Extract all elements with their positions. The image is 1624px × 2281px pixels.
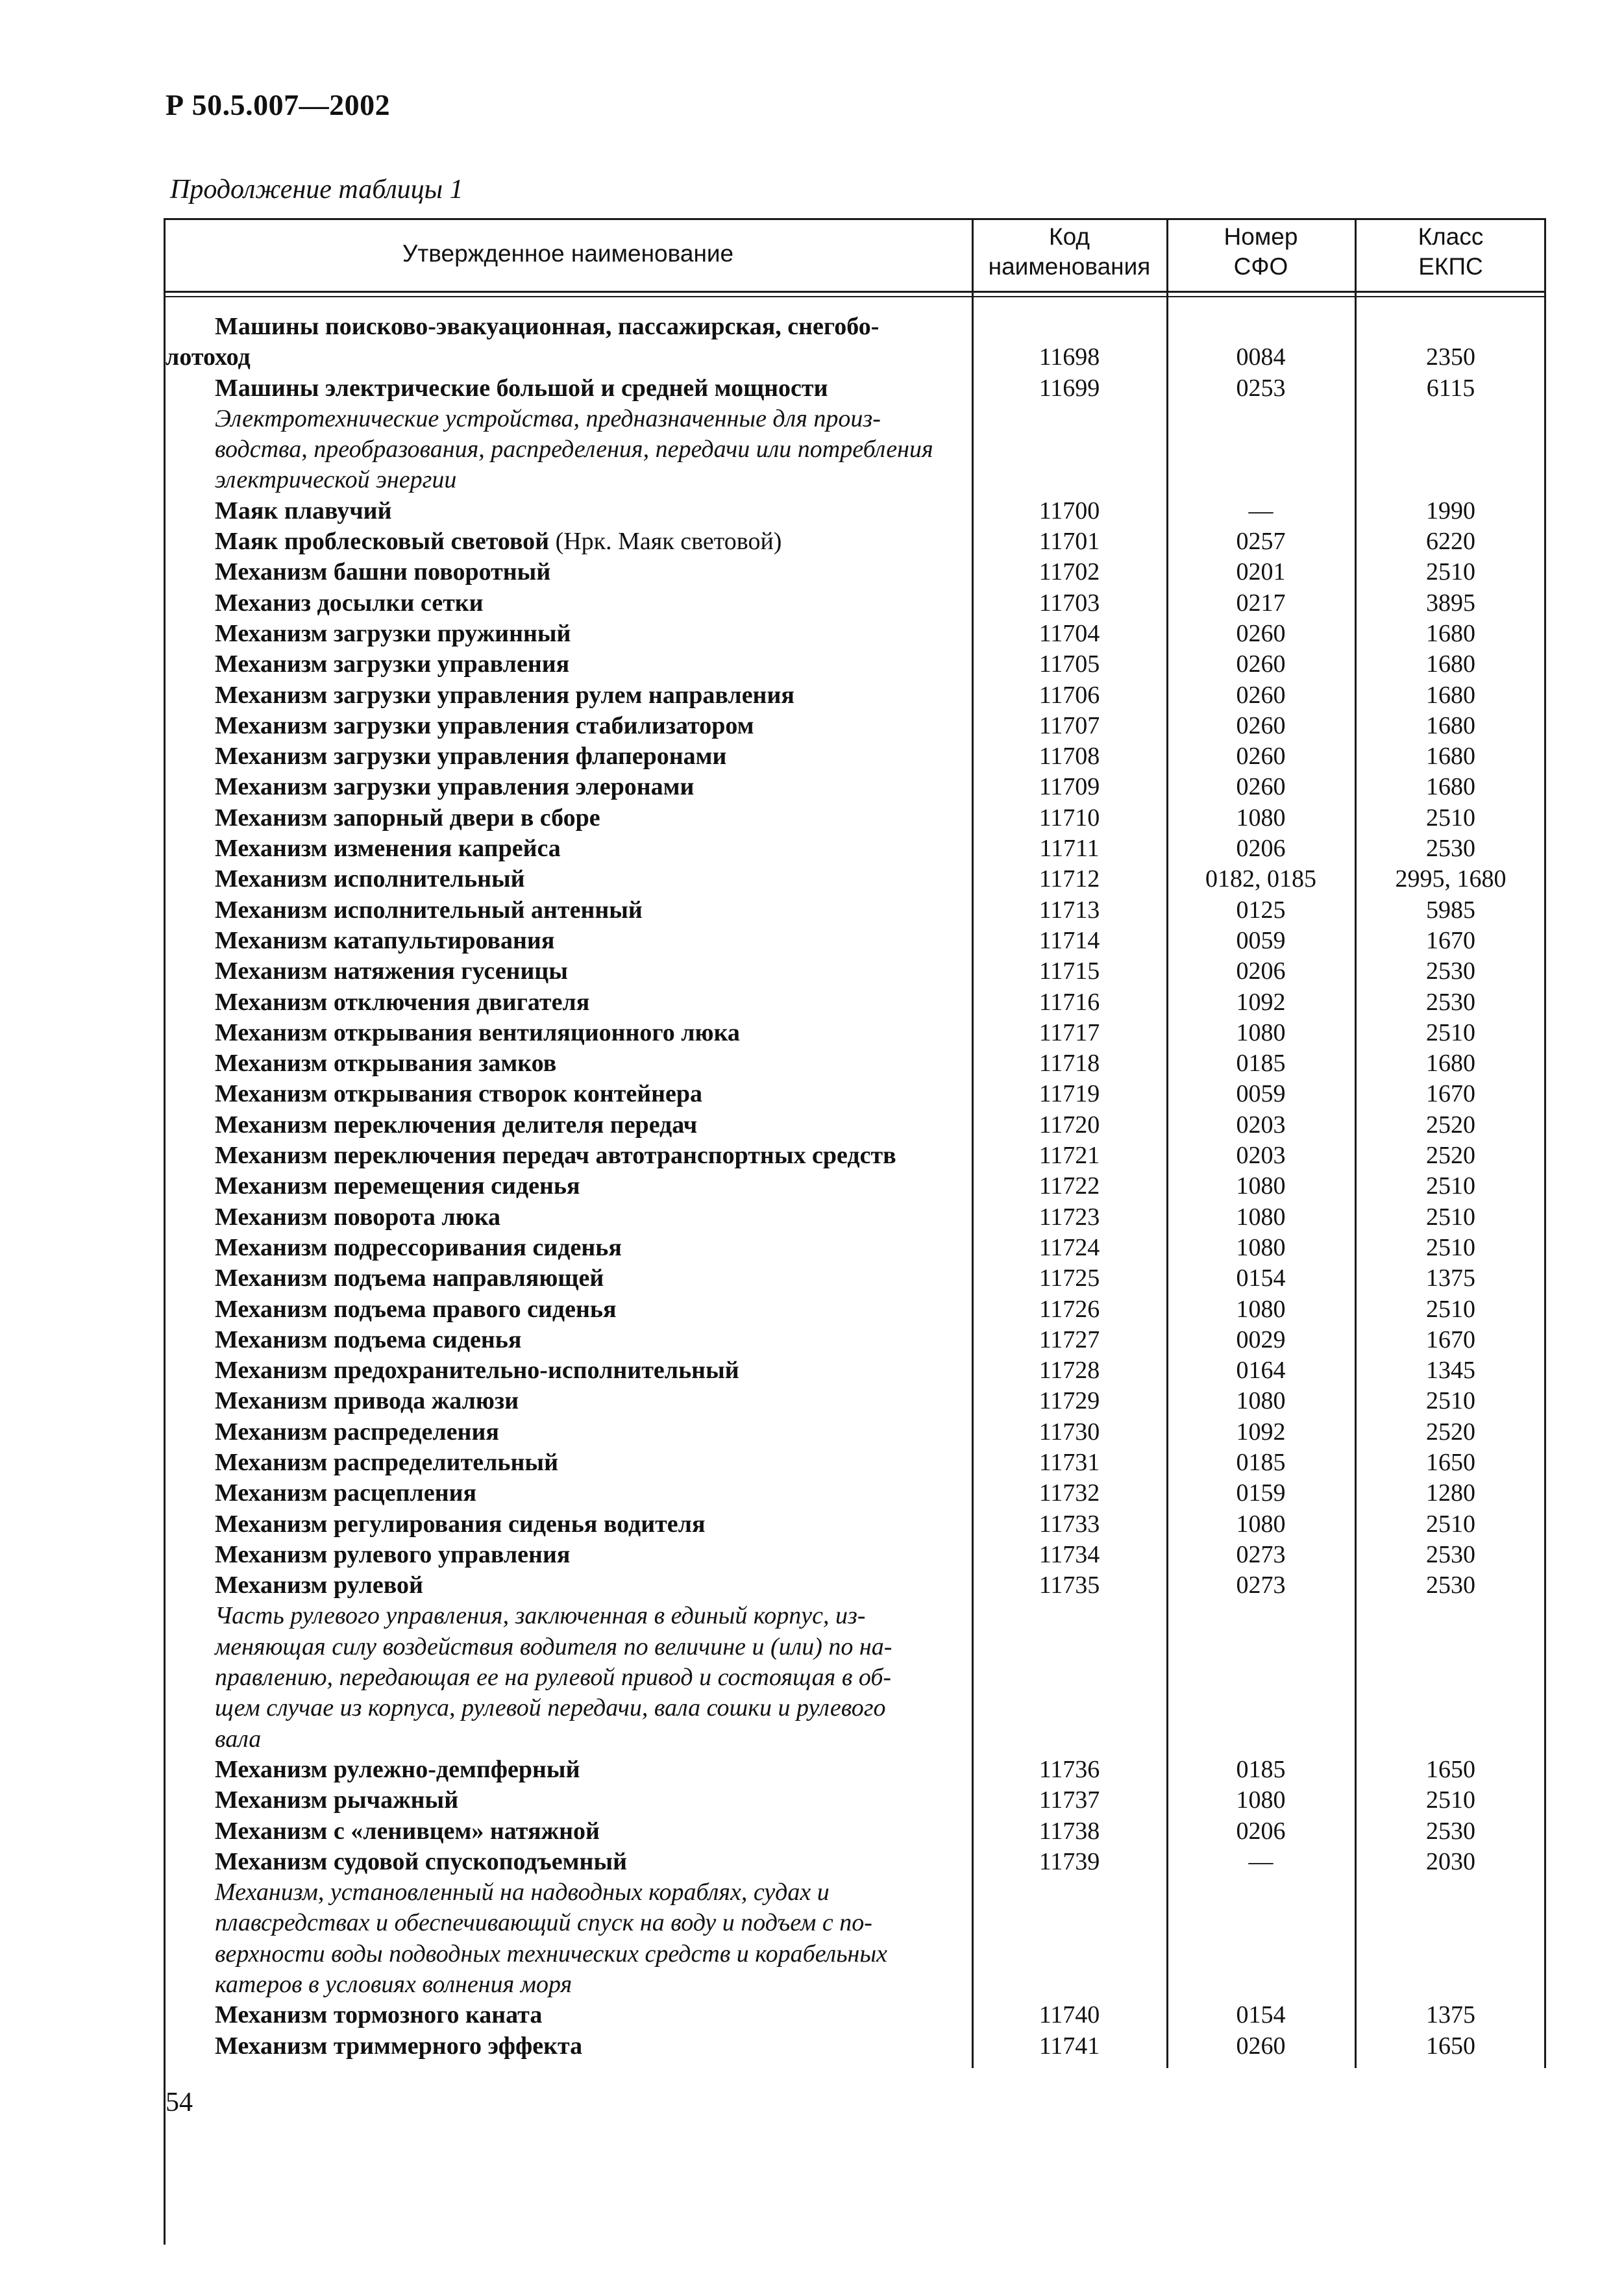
entry-sfo: 1080: [1236, 1295, 1286, 1323]
entry-sfo: 1080: [1236, 1233, 1286, 1261]
entry-code: 11741: [1039, 2032, 1100, 2060]
entry-code: 11729: [1039, 1387, 1100, 1415]
entry-name-text: Маяк проблесковый световой: [215, 528, 550, 556]
table-row: [166, 649, 1545, 680]
entry-name-text: Маяк плавучий: [215, 497, 392, 524]
note-line: щем случае из корпуса, рулевой передачи, вала сошки и рулевого: [215, 1694, 886, 1722]
entry-sfo: 0257: [1236, 528, 1286, 556]
entry-ekps: 2510: [1426, 1295, 1475, 1323]
table-row: [166, 1140, 1545, 1171]
entry-sfo: 1080: [1236, 1203, 1286, 1231]
entry-ekps: 2995, 1680: [1395, 865, 1507, 893]
entry-code: 11711: [1039, 835, 1100, 863]
entry-code: 11737: [1039, 1786, 1100, 1814]
column-header-name: Утвержденное наименование: [402, 240, 734, 267]
entry-name-text: Механизм загрузки управления рулем направления: [215, 681, 794, 709]
rows-group-b: [166, 496, 1545, 1601]
note-line: Механизм, установленный на надводных кораблях, судах и: [215, 1879, 830, 1906]
entry-name-text: Механизм поворота люка: [215, 1203, 501, 1231]
entry-name-text: Механизм изменения капрейса: [215, 835, 561, 863]
table-row: [166, 1816, 1545, 1847]
entry-code: 11739: [1039, 1847, 1100, 1875]
entry-sfo: 1080: [1236, 804, 1286, 832]
table-row: [166, 864, 1545, 894]
entry-code: 11715: [1039, 957, 1100, 985]
table-row: [166, 1018, 1545, 1048]
entry-sfo: 0203: [1236, 1111, 1286, 1139]
table-row: [166, 619, 1545, 649]
page-number: 54: [166, 2088, 193, 2117]
table-row: [166, 1079, 1545, 1109]
table-row: [166, 987, 1545, 1018]
entry-ekps: 2530: [1426, 835, 1475, 863]
note-line: Электротехнические устройства, предназначенные для произ-: [215, 404, 881, 432]
entry-code: 11734: [1039, 1540, 1100, 1568]
definition-note: [166, 1877, 1124, 2000]
entry-ekps: 2520: [1426, 1142, 1475, 1170]
entry-sfo: 0253: [1236, 374, 1286, 402]
note-line: вала: [215, 1725, 262, 1753]
table-row: [166, 1448, 1545, 1478]
entry-code: 11727: [1039, 1325, 1100, 1353]
table-row: [166, 2000, 1545, 2030]
table-row: [166, 1325, 1545, 1355]
table-row: [166, 1755, 1545, 1785]
entry-code: 11717: [1039, 1018, 1100, 1046]
entry-name-text: Механизм подрессоривания сиденья: [215, 1233, 622, 1261]
note-line: верхности воды подводных технических средств и корабельных: [215, 1940, 887, 1967]
note-line: правлению, передающая ее на рулевой привод и состоящая в об-: [215, 1664, 892, 1692]
entry-name-text: Механизм распределения: [215, 1418, 499, 1446]
entry-sfo: 1080: [1236, 1018, 1286, 1046]
entry-sfo: 0260: [1236, 650, 1286, 678]
table-row: [166, 1171, 1545, 1202]
table-body: [166, 312, 1545, 2062]
entry-name-text: Механизм рулежно-демпферный: [215, 1755, 580, 1783]
entry-ekps: 2510: [1426, 1510, 1475, 1538]
entry-sfo: 0185: [1236, 1050, 1286, 1078]
entry-code: 11710: [1039, 804, 1100, 832]
entry-ekps: 1375: [1426, 2001, 1475, 2029]
entry-code: 11735: [1039, 1572, 1100, 1599]
table-row: [166, 557, 1545, 587]
entry-ekps: 6115: [1426, 374, 1475, 402]
entry-name-text: Механизм рулевой: [215, 1572, 423, 1599]
table-row: [166, 1110, 1545, 1140]
entry-last-line: [166, 342, 1545, 373]
entry-name-text: Механизм с «ленивцем» натяжной: [215, 1817, 600, 1845]
entry-ekps: 1670: [1426, 1325, 1475, 1353]
table-row: [166, 496, 1545, 526]
entry-ekps: 2510: [1426, 1233, 1475, 1261]
entry-ekps: 1680: [1426, 681, 1475, 709]
entry-name-text: Механизм распределительный: [215, 1448, 558, 1476]
entry-code: 11709: [1039, 773, 1100, 801]
entry-code: 11722: [1039, 1172, 1100, 1200]
entry-ekps: 6220: [1426, 528, 1475, 556]
entry-ekps: 2520: [1426, 1418, 1475, 1446]
entry-ekps: 2510: [1426, 1172, 1475, 1200]
entry-code: 11720: [1039, 1111, 1100, 1139]
entry-ekps: 2350: [1426, 343, 1475, 371]
entry-name-text: Механизм привода жалюзи: [215, 1387, 519, 1415]
entry-ekps: 1650: [1426, 2032, 1475, 2060]
entry-code: 11721: [1039, 1142, 1100, 1170]
column-header-code: Код наименования: [988, 223, 1151, 280]
entry-name-text: Механизм подъема направляющей: [215, 1264, 604, 1292]
entry-ekps: 1680: [1426, 619, 1475, 647]
entry-ekps: 1670: [1426, 926, 1475, 954]
table-row: [166, 1785, 1545, 1816]
entry-ekps: 1650: [1426, 1755, 1475, 1783]
entry-ekps: 1650: [1426, 1448, 1475, 1476]
entry-sfo: 0206: [1236, 957, 1286, 985]
entry-name-text: Механизм катапультирования: [215, 926, 555, 954]
table-row: [166, 680, 1545, 711]
table-row: [166, 772, 1545, 802]
entry-ekps: 5985: [1426, 896, 1475, 924]
definition-note: [166, 404, 1124, 496]
entry-ekps: 2510: [1426, 804, 1475, 832]
table-row: [166, 956, 1545, 987]
entry-code: 11719: [1039, 1080, 1100, 1108]
entry-sfo: 0059: [1236, 1080, 1286, 1108]
entry-name-text: Механизм запорный двери в сборе: [215, 804, 600, 832]
table-row: [166, 1233, 1545, 1263]
entry-code: 11713: [1039, 896, 1100, 924]
entry-name-text: Механизм открывания замков: [215, 1050, 557, 1078]
entry-name-text: Механиз досылки сетки: [215, 589, 484, 617]
entry-sfo: 0154: [1236, 1264, 1286, 1292]
entry-sfo: 1080: [1236, 1387, 1286, 1415]
entry-name-text: Механизм исполнительный: [215, 865, 525, 893]
entry-name-line: Машины поисково-эвакуационная, пассажирская, снегобо-: [215, 313, 880, 340]
entry-name-text: Механизм загрузки управления элеронами: [215, 773, 695, 801]
entry-ekps: 1680: [1426, 773, 1475, 801]
entry-name-text: Механизм переключения передач автотранспортных средств: [215, 1142, 896, 1170]
entry-name-text: Машины электрические большой и средней мощности: [215, 374, 828, 402]
table-row: [166, 1355, 1545, 1386]
entry-code: 11712: [1039, 865, 1100, 893]
definition-note: [166, 1601, 1124, 1754]
entry-name-text: Механизм судовой спускоподъемный: [215, 1847, 628, 1875]
table-row: [166, 1294, 1545, 1325]
entry-sfo: 1092: [1236, 1418, 1286, 1446]
entry-ekps: 2510: [1426, 558, 1475, 586]
table-top-rule: [164, 218, 1546, 220]
entry-ekps: 2530: [1426, 1817, 1475, 1845]
entry-code: 11703: [1039, 589, 1100, 617]
entry-code: 11707: [1039, 711, 1100, 739]
entry-ekps: 3895: [1426, 589, 1475, 617]
entry-ekps: 1990: [1426, 497, 1475, 524]
entry-code: 11716: [1039, 988, 1100, 1016]
entry-code: 11723: [1039, 1203, 1100, 1231]
entry-code: 11736: [1039, 1755, 1100, 1783]
entry-code: 11728: [1039, 1357, 1100, 1385]
entry-ekps: 2520: [1426, 1111, 1475, 1139]
entry-name-text: Механизм открывания створок контейнера: [215, 1080, 703, 1108]
table-row: [166, 1202, 1545, 1233]
entry-code: 11701: [1039, 528, 1100, 556]
entry-code: 11704: [1039, 619, 1100, 647]
entry-ekps: 2030: [1426, 1847, 1475, 1875]
rows-group-c: [166, 1755, 1545, 1877]
entry-code: 11699: [1039, 374, 1100, 402]
entry-name-text: Механизм исполнительный антенный: [215, 896, 643, 924]
entry-code: 11731: [1039, 1448, 1100, 1476]
entry-code: 11700: [1039, 497, 1100, 524]
entry-code: 11708: [1039, 743, 1100, 771]
entry-sfo: —: [1248, 497, 1273, 524]
entry-sfo: 0185: [1236, 1755, 1286, 1783]
entry-name-text: Механизм рулевого управления: [215, 1540, 571, 1568]
entry-sfo: 0182, 0185: [1205, 865, 1316, 893]
entry-ekps: 2530: [1426, 1572, 1475, 1599]
entry-ekps: 2530: [1426, 1540, 1475, 1568]
table-row: [166, 1048, 1545, 1079]
entry-sfo: 0164: [1236, 1357, 1286, 1385]
table-row: [166, 588, 1545, 619]
entry-name-text: Механизм расцепления: [215, 1479, 477, 1507]
rows-group-d: [166, 2000, 1545, 2062]
entry-name-text: Механизм триммерного эффекта: [215, 2032, 583, 2060]
entry-sfo: 0217: [1236, 589, 1286, 617]
entry-name-text: Механизм открывания вентиляционного люка: [215, 1018, 740, 1046]
table-row: [166, 803, 1545, 833]
entry-code: 11738: [1039, 1817, 1100, 1845]
entry-sfo: 0059: [1236, 926, 1286, 954]
entry-code: 11726: [1039, 1295, 1100, 1323]
table-row: [166, 526, 1545, 557]
entry-name-text: Механизм рычажный: [215, 1786, 459, 1814]
entry-sfo: 0029: [1236, 1325, 1286, 1353]
note-line: плавсредствах и обеспечивающий спуск на воду и подъем с по-: [215, 1909, 872, 1937]
entry-name-suffix: (Нрк. Маяк световой): [549, 528, 782, 556]
entry-sfo: 1080: [1236, 1172, 1286, 1200]
entry-ekps: 1670: [1426, 1080, 1475, 1108]
note-line: катеров в условиях волнения моря: [215, 1971, 572, 1999]
entry-name-text: Механизм подъема сиденья: [215, 1325, 522, 1353]
entry-sfo: 0185: [1236, 1448, 1286, 1476]
entry-sfo: 0206: [1236, 835, 1286, 863]
entry-ekps: 1375: [1426, 1264, 1475, 1292]
note-line: электрической энергии: [215, 466, 457, 494]
table-row: [166, 312, 1545, 373]
entry-ekps: 2510: [1426, 1786, 1475, 1814]
entry-sfo: 0125: [1236, 896, 1286, 924]
entry-name-text: Механизм загрузки управления стабилизатором: [215, 711, 754, 739]
entry-sfo: 0260: [1236, 743, 1286, 771]
entry-code: 11724: [1039, 1233, 1100, 1261]
entry-ekps: 1680: [1426, 650, 1475, 678]
entry-name-text: Механизм подъема правого сиденья: [215, 1295, 617, 1323]
entry-sfo: 1092: [1236, 988, 1286, 1016]
entry-ekps: 1680: [1426, 1050, 1475, 1078]
table-row: [166, 1509, 1545, 1540]
rows-group-a: [166, 373, 1545, 404]
column-header-sfo: Номер СФО: [1224, 223, 1298, 280]
table-row: [166, 741, 1545, 772]
entry-ekps: 2510: [1426, 1203, 1475, 1231]
entry-name-text: Механизм загрузки управления: [215, 650, 570, 678]
entry-ekps: 1280: [1426, 1479, 1475, 1507]
table-row: [166, 1478, 1545, 1509]
entry-name-text: Механизм переключения делителя передач: [215, 1111, 698, 1139]
entry-sfo: 0203: [1236, 1142, 1286, 1170]
entry-name-text: Механизм предохранительно-исполнительный: [215, 1357, 739, 1385]
entry-ekps: 1680: [1426, 711, 1475, 739]
entry-sfo: 0260: [1236, 681, 1286, 709]
entry-name-text: Механизм регулирования сиденья водителя: [215, 1510, 706, 1538]
entry-code: 11714: [1039, 926, 1100, 954]
entry-sfo: 0273: [1236, 1540, 1286, 1568]
table-continuation-caption: Продолжение таблицы 1: [170, 175, 463, 204]
entry-ekps: 2530: [1426, 957, 1475, 985]
entry-ekps: 1680: [1426, 743, 1475, 771]
entry-code: 11732: [1039, 1479, 1100, 1507]
table-row: [166, 2031, 1545, 2062]
note-line: меняющая силу воздействия водителя по величине и (или) по на-: [215, 1633, 892, 1660]
table-row: [166, 1263, 1545, 1294]
table-row: [166, 1540, 1545, 1570]
entry-sfo: —: [1248, 1847, 1273, 1875]
entry-sfo: 0206: [1236, 1817, 1286, 1845]
note-line: водства, преобразования, распределения, передачи или потребления: [215, 436, 933, 463]
table-header-rule: [164, 291, 1546, 293]
table-row: [166, 1847, 1545, 1877]
entry-code: 11706: [1039, 681, 1100, 709]
entry-ekps: 1345: [1426, 1357, 1475, 1385]
entry-sfo: 0154: [1236, 2001, 1286, 2029]
entry-code: 11698: [1039, 343, 1100, 371]
entry-ekps: 2510: [1426, 1387, 1475, 1415]
table-row: [166, 711, 1545, 741]
table-header-rule-2: [164, 296, 1546, 297]
entry-code: 11740: [1039, 2001, 1100, 2029]
note-line: Часть рулевого управления, заключенная в единый корпус, из-: [215, 1602, 866, 1630]
entry-sfo: 0260: [1236, 2032, 1286, 2060]
entry-name-text: Механизм натяжения гусеницы: [215, 957, 568, 985]
entry-code: 11702: [1039, 558, 1100, 586]
table-row: [166, 1570, 1545, 1601]
entry-code: 11725: [1039, 1264, 1100, 1292]
entry-sfo: 0260: [1236, 619, 1286, 647]
entry-ekps: 2510: [1426, 1018, 1475, 1046]
table-row: [166, 373, 1545, 404]
entry-code: 11730: [1039, 1418, 1100, 1446]
entry-name-text: Механизм перемещения сиденья: [215, 1172, 580, 1200]
entry-code: 11733: [1039, 1510, 1100, 1538]
entry-name-text: Механизм тормозного каната: [215, 2001, 543, 2029]
entry-sfo: 1080: [1236, 1786, 1286, 1814]
table-row: [166, 1417, 1545, 1448]
entry-name-text: Механизм загрузки пружинный: [215, 619, 571, 647]
column-header-ekps: Класс ЕКПС: [1418, 223, 1484, 280]
entry-code: 11718: [1039, 1050, 1100, 1078]
entry-code: 11705: [1039, 650, 1100, 678]
entry-name-text: Механизм загрузки управления флаперонами: [215, 743, 727, 771]
entry-sfo: 0260: [1236, 711, 1286, 739]
entry-sfo: 0201: [1236, 558, 1286, 586]
table-row: [166, 1386, 1545, 1416]
entry-sfo: 0084: [1236, 343, 1286, 371]
entry-name-text: Механизм башни поворотный: [215, 558, 551, 586]
entry-sfo: 0260: [1236, 773, 1286, 801]
entry-sfo: 0159: [1236, 1479, 1286, 1507]
entry-sfo: 0273: [1236, 1572, 1286, 1599]
standard-code: Р 50.5.007—2002: [166, 88, 391, 121]
entry-name-text: Механизм отключения двигателя: [215, 988, 590, 1016]
table-row: [166, 895, 1545, 926]
entry-ekps: 2530: [1426, 988, 1475, 1016]
entry-sfo: 1080: [1236, 1510, 1286, 1538]
table-row: [166, 833, 1545, 864]
entry-name-line: лотоход: [166, 343, 251, 371]
table-row: [166, 926, 1545, 956]
